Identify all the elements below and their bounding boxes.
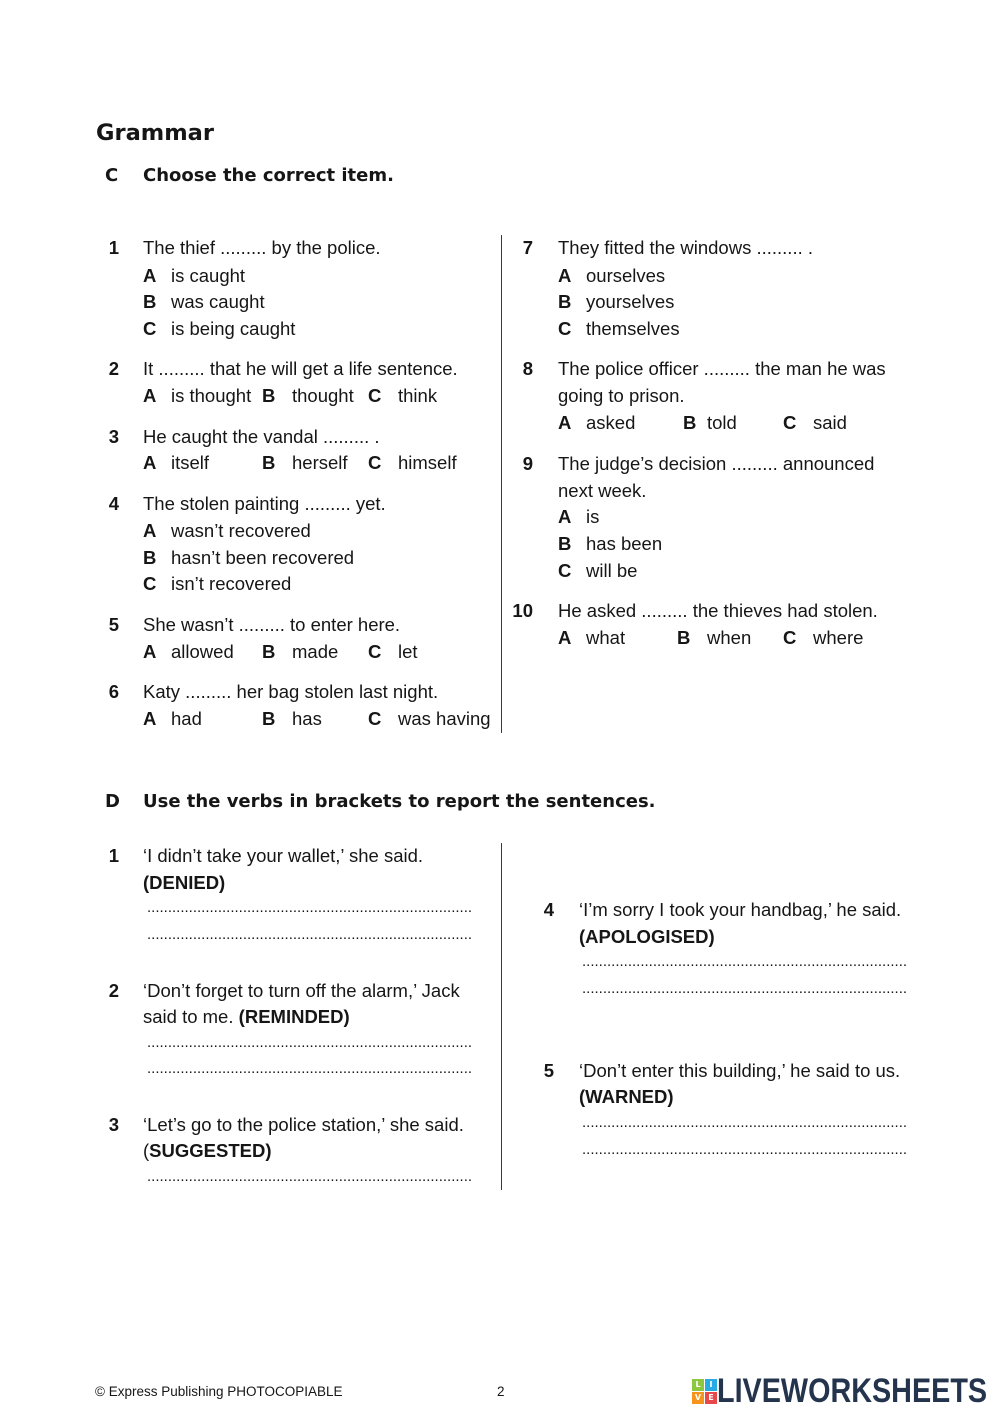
option-letter-b: B (262, 385, 276, 406)
option-text-a: asked (586, 412, 636, 433)
option-letter-c: C (368, 385, 382, 406)
question-number: 6 (108, 681, 119, 702)
reporting-verb: (REMINDED) (238, 1006, 350, 1027)
option-letter-a: A (143, 641, 157, 662)
option-text-c: himself (398, 452, 457, 473)
option-text-a: is caught (171, 265, 246, 286)
question-stem-continued: next week. (558, 480, 647, 501)
option-letter-b: B (262, 452, 276, 473)
option-text-b: was caught (171, 291, 265, 312)
question-stem: He asked ......... the thieves had stolen. (558, 600, 878, 621)
question-number: 10 (512, 600, 533, 621)
option-text-b: has been (586, 533, 663, 554)
sentence: ‘I’m sorry I took your handbag,’ he said. (579, 899, 902, 920)
page-number: 2 (497, 1384, 505, 1399)
option-text-b: has (292, 708, 322, 729)
answer-blank: .............................................................................. (147, 1060, 473, 1077)
sentence: ‘Don’t enter this building,’ he said to us. (579, 1060, 901, 1081)
answer-blank: .............................................................................. (147, 1168, 473, 1185)
option-text-b: told (707, 412, 737, 433)
reporting-verb: (WARNED) (579, 1086, 674, 1107)
question-number: 2 (108, 980, 119, 1001)
logo-wordmark: LIVEWORKSHEETS (717, 1372, 988, 1410)
option-text-b: hasn’t been recovered (171, 547, 355, 568)
question-number: 1 (108, 237, 119, 258)
option-text-b: when (707, 627, 752, 648)
section-d-letter: D (105, 791, 120, 812)
option-text-b: made (292, 641, 339, 662)
liveworksheets-logo-icon (692, 1379, 717, 1404)
option-letter-c: C (368, 708, 382, 729)
option-letter-b: B (683, 412, 697, 433)
option-letter-c: C (143, 318, 157, 339)
question-number: 4 (543, 899, 554, 920)
sentence: ‘I didn’t take your wallet,’ she said. (143, 845, 424, 866)
option-text-c: let (398, 641, 418, 662)
option-text-a: itself (171, 452, 210, 473)
option-letter-c: C (368, 641, 382, 662)
column-divider (501, 235, 502, 733)
question-stem: He caught the vandal ......... . (143, 426, 380, 447)
option-text-c: isn’t recovered (171, 573, 292, 594)
option-letter-c: C (558, 560, 572, 581)
section-d-instruction: Use the verbs in brackets to report the sentences. (143, 791, 656, 812)
reporting-verb: SUGGESTED) (149, 1140, 272, 1161)
logo-tile: I (705, 1379, 717, 1391)
option-letter-a: A (558, 265, 572, 286)
reporting-verb: (APOLOGISED) (579, 926, 715, 947)
question-stem: Katy ......... her bag stolen last night. (143, 681, 439, 702)
question-stem: The judge’s decision ......... announced (558, 453, 875, 474)
logo-tile: L (692, 1379, 704, 1391)
copyright-notice: © Express Publishing PHOTOCOPIABLE (95, 1384, 343, 1399)
question-number: 3 (108, 426, 119, 447)
question-stem: They fitted the windows ......... . (558, 237, 813, 258)
column-divider (501, 843, 502, 1190)
option-letter-a: A (558, 412, 572, 433)
option-text-c: said (813, 412, 847, 433)
option-letter-a: A (143, 452, 157, 473)
option-text-a: ourselves (586, 265, 666, 286)
question-number: 8 (522, 358, 533, 379)
prompt-line (143, 1006, 350, 1028)
answer-blank: .............................................................................. (582, 980, 908, 997)
question-stem-continued: going to prison. (558, 385, 685, 406)
question-number: 1 (108, 845, 119, 866)
option-letter-b: B (262, 641, 276, 662)
option-letter-b: B (558, 533, 572, 554)
answer-blank: .............................................................................. (147, 899, 473, 916)
option-text-c: think (398, 385, 438, 406)
prompt-lead: said to me. (143, 1006, 234, 1027)
option-letter-c: C (783, 627, 797, 648)
option-letter-b: B (143, 547, 157, 568)
question-number: 7 (522, 237, 533, 258)
section-c-instruction: Choose the correct item. (143, 165, 394, 186)
option-text-b: thought (292, 385, 354, 406)
option-letter-a: A (143, 708, 157, 729)
option-letter-a: A (558, 627, 572, 648)
option-text-a: allowed (171, 641, 234, 662)
option-letter-b: B (262, 708, 276, 729)
option-text-a: wasn’t recovered (171, 520, 311, 541)
question-number: 5 (108, 614, 119, 635)
option-letter-a: A (143, 520, 157, 541)
answer-blank: .............................................................................. (582, 953, 908, 970)
option-letter-c: C (143, 573, 157, 594)
option-letter-a: A (143, 265, 157, 286)
question-number: 4 (108, 493, 119, 514)
logo (717, 1372, 993, 1410)
option-letter-c: C (368, 452, 382, 473)
option-text-c: is being caught (171, 318, 296, 339)
answer-blank: .............................................................................. (582, 1114, 908, 1131)
answer-blank: .............................................................................. (582, 1141, 908, 1158)
logo-tile: E (705, 1392, 717, 1404)
question-stem: It ......... that he will get a life sentence. (143, 358, 458, 379)
prompt-lead: ( (143, 1140, 150, 1161)
option-text-b: yourselves (586, 291, 675, 312)
option-letter-b: B (677, 627, 691, 648)
question-stem: The police officer ......... the man he was (558, 358, 886, 379)
option-text-c: will be (586, 560, 638, 581)
option-text-c: was having (398, 708, 491, 729)
question-stem: The stolen painting ......... yet. (143, 493, 386, 514)
option-text-c: where (813, 627, 864, 648)
answer-blank: .............................................................................. (147, 926, 473, 943)
section-c-letter: C (105, 165, 119, 186)
sentence: ‘Let’s go to the police station,’ she said. (143, 1114, 464, 1135)
prompt-line (143, 1140, 272, 1162)
question-number: 9 (522, 453, 533, 474)
option-text-b: herself (292, 452, 348, 473)
reporting-verb: (DENIED) (143, 872, 226, 893)
question-number: 3 (108, 1114, 119, 1135)
sentence: ‘Don’t forget to turn off the alarm,’ Jack (143, 980, 460, 1001)
option-text-a: had (171, 708, 202, 729)
question-stem: She wasn’t ......... to enter here. (143, 614, 401, 635)
option-letter-b: B (558, 291, 572, 312)
option-letter-c: C (783, 412, 797, 433)
question-number: 2 (108, 358, 119, 379)
option-letter-a: A (143, 385, 157, 406)
logo-tile: V (692, 1392, 704, 1404)
question-stem: The thief ......... by the police. (143, 237, 381, 258)
option-text-c: themselves (586, 318, 680, 339)
answer-blank: .............................................................................. (147, 1034, 473, 1051)
option-text-a: what (586, 627, 626, 648)
question-number: 5 (543, 1060, 554, 1081)
page-title: Grammar (96, 120, 214, 146)
option-text-a: is (586, 506, 600, 527)
option-letter-a: A (558, 506, 572, 527)
option-letter-b: B (143, 291, 157, 312)
option-text-a: is thought (171, 385, 252, 406)
option-letter-c: C (558, 318, 572, 339)
